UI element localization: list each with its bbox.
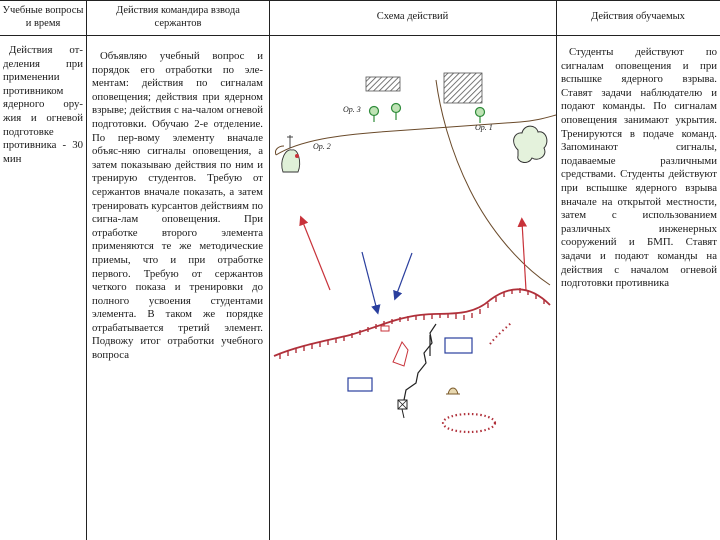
label-orientir-1: Ор. 1: [475, 123, 493, 132]
trench-line: [274, 289, 550, 356]
dugout-icon: [446, 388, 460, 394]
header-action-scheme: Схема действий: [376, 11, 449, 22]
header-trainee-actions: Действия обучаемых: [591, 11, 685, 22]
trench-teeth: [280, 288, 544, 359]
vehicle-bmp-left: [348, 378, 372, 391]
road-curve: [436, 80, 550, 285]
red-dotted-pit: [443, 414, 495, 432]
trainee-actions-cell: Студенты действуют по сигналам оповещения и при вспышке ядерного взрыва. Ставят задачи наблюдателю и подают команды. По сигналам оповещения занимают укрытия. Тренируются в подаче команд. Запоминают сигналы, подаваемые различными средствами. Студенты действуют при вспышке ядерного взрыва вначале на открытой местности, затем с использованием различных инженерных сооружений и БМП. Ставят задачи и подают команды на действия с началом огневой подготовки противника: [561, 46, 717, 290]
observation-post-icon: [381, 326, 389, 331]
red-shelter-icon: [393, 342, 408, 366]
learning-question-cell: Действия от-деления при применении противником ядерного ору-жия и огневой подготовке противника - 30 мин: [3, 44, 83, 165]
communication-trench: [404, 324, 436, 400]
label-orientir-3: Ор. 3: [343, 105, 361, 114]
header-learning-questions: Учебные вопросы и время: [2, 5, 84, 29]
grove-icon: [514, 126, 547, 162]
red-arrow-right: [522, 222, 526, 290]
bush-with-flag-icon: [282, 135, 300, 172]
commander-actions-paragraph: Объявляю учебный вопрос и порядок его отработки по эле-ментам: действия по сигналам оповещения; действия при ядерном взрыве; действия с на-чалом огневой подготовки. Обучаю 2-е отделение. По пер-вому элементу вначале объяс-няю сигналы оповещения, а затем показываю действия по ним и тренирую студентов. Требую от сержантов вначале показать, а затем тренировать курсантов действиям по сигна-лам оповещения. При отработке второго элемента применяются те же методические приемы, что и при отработке первого. Требую от сержантов четкого показа и тренировки до полного усвоения студентами элемента. В таком же порядке отрабатывается третий элемент. Подвожу итог отработки учебного вопроса: [92, 50, 263, 362]
tree-group-icon: [370, 104, 485, 124]
hatched-building-right: [444, 73, 482, 103]
red-dotted-line: [490, 322, 512, 344]
road-start: [275, 146, 284, 155]
vehicle-bmp-right: [445, 338, 472, 353]
hatched-building-left: [366, 77, 400, 91]
red-arrow-left: [302, 220, 330, 290]
blue-arrow-left: [362, 252, 377, 310]
header-commander-actions: Действия командира взвода сержантов: [116, 5, 240, 29]
blue-arrow-right: [396, 253, 412, 296]
label-orientir-2: Ор. 2: [313, 142, 331, 151]
